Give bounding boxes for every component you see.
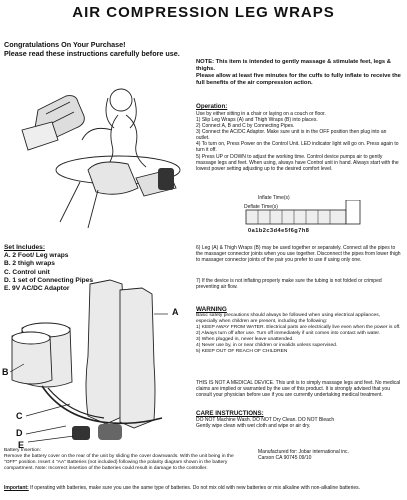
product-parts-illustration [2,276,192,448]
set-item: E. 9V AC/DC Adaptor [4,285,70,293]
warning-intro: Basic safety precautions should always be followed when using electrical appliances, especially when children are present, including the following: [196,313,381,324]
care-block [196,417,401,429]
deflate-time-label: Deflate Time(s) [244,204,278,210]
battery-insertion [4,448,244,472]
set-item: B. 2 thigh wraps [4,260,55,268]
warning-item: 5) KEEP OUT OF REACH OF CHILDREN [196,349,288,354]
intro-block [4,40,224,58]
warning-item: 2) Always turn off after use. Turn off immediately if unit comes into contact with water. [196,331,381,336]
lcd-display-diagram [238,200,368,228]
intro-read-instructions: Please read these instructions carefully before use. [4,49,180,58]
manufacturer-line1: Manufactured for: Jobar international inc. [258,449,349,455]
warning-item: 4) Never use by, in or near children or invalids unless supervised. [196,343,338,348]
warning-item: 3) When plugged in, never leave unattended. [196,337,294,342]
operation-heading: Operation: [196,103,228,110]
not-medical-device: THIS IS NOT A MEDICAL DEVICE. This unit is to simply massage legs and feet. No medical claims are implied or warranted by the use of this product. It is strongly advised that you consult your physician before use if you are currently undertaking medical treatment. [196,380,401,399]
operation-step: 3) Connect the AC/DC Adaptor. Make sure unit is in the OFF position then plug into an outlet. [196,129,387,142]
woman-illustration [8,70,194,240]
operation-steps [196,117,401,172]
set-item: A. 2 Foot/ Leg wraps [4,252,69,260]
operation-step: 4) To turn on, Press Power on the Control Unit. LED indicator light will go on. Press again to turn it off. [196,141,399,154]
operation-intro: Use by either sitting in a chair or laying on a couch or floor. [196,111,326,117]
manufacturer-line2: Carson CA 90745 09/10 [258,455,312,461]
important-label: Important: [4,485,29,491]
set-item: D. 1 set of Connecting Pipes [4,276,94,284]
manufacturer-info [258,449,403,461]
section-7: 7) If the device is not inflating properly make sure the tubing is not folded or crimped preventing air flow. [196,278,382,291]
diagram-label-d: D [16,428,23,438]
diagram-label-b: B [2,367,9,377]
note-line1: NOTE: This item is intended to gently massage & stimulate feet, legs & thighs. [196,59,391,72]
note-line2: Please allow at least five minutes for the cuffs to fully inflate to receive the full benefits of the air compression action. [196,73,401,86]
operation-step: 1) Slip Leg Wraps (A) and Thigh Wraps (B) into places. [196,117,318,123]
battery-heading: Battery Insertion: [4,448,41,453]
operation-step: 5) Press UP or DOWN to adjust the working time. Control device pumps air to gently massage legs and feet. When using, always have Control unit in hand. Always start with the lowest power setting adjusting up to the desired comfort level. [196,153,399,172]
care-heading: CARE INSTRUCTIONS: [196,410,264,417]
important-note [4,485,403,491]
care-line2: Gently wipe clean with wet cloth and wipe or air dry. [196,423,311,430]
diagram-label-a: A [172,307,179,317]
note-block [196,59,401,87]
battery-text: Remove the battery cover on the rear of the unit by sliding the cover downwards. With the unit being in the "OFF" position. Insert 4 "AA" Batteries (not included) following the polarity diagram shown in the battery compartment. Note: Incorrect insertion of the batteries could result in damage to the controller. [4,453,234,471]
diagram-label-c: C [16,411,23,421]
registered-mark [196,26,202,32]
section-6: 6) Leg (A) & Thigh Wraps (B) may be used together or separately. Connect all the pipes to the massager connector joints when you use together. Disconnect the pipes from lower thigh to massager connector joints of the pair you prefer to use if using only one. [196,245,401,264]
control-unit-top [158,168,174,190]
set-item: C. Control unit [4,268,50,276]
inflate-time-label: Inflate Time(s) [258,195,290,201]
warning-item: 1) KEEP AWAY FROM WATER. Electrical parts are electrically live even when the power is off. [196,325,401,330]
diagram-label-e: E [18,440,25,450]
operation-step: 2) Connect A, B and C by Connecting Pipes. [196,123,295,130]
page-title: AIR COMPRESSION LEG WRAPS [72,4,335,21]
lcd-digits: 0a1b2c3d4e5f6g7h8 [248,228,310,234]
set-includes-heading: Set Includes: [4,244,46,251]
care-line1: DO NOT Machine Wash. DO NOT Dry Clean. DO NOT Bleach [196,417,335,423]
intro-congrats: Congratulations On Your Purchase! [4,40,126,49]
important-text: If operating with batteries, make sure you use the same type of batteries. Do not mix old with new batteries or mix alkaline with non-alkaline batteries. [30,485,361,491]
warning-block [196,313,401,355]
warning-heading: WARNING [196,306,227,313]
